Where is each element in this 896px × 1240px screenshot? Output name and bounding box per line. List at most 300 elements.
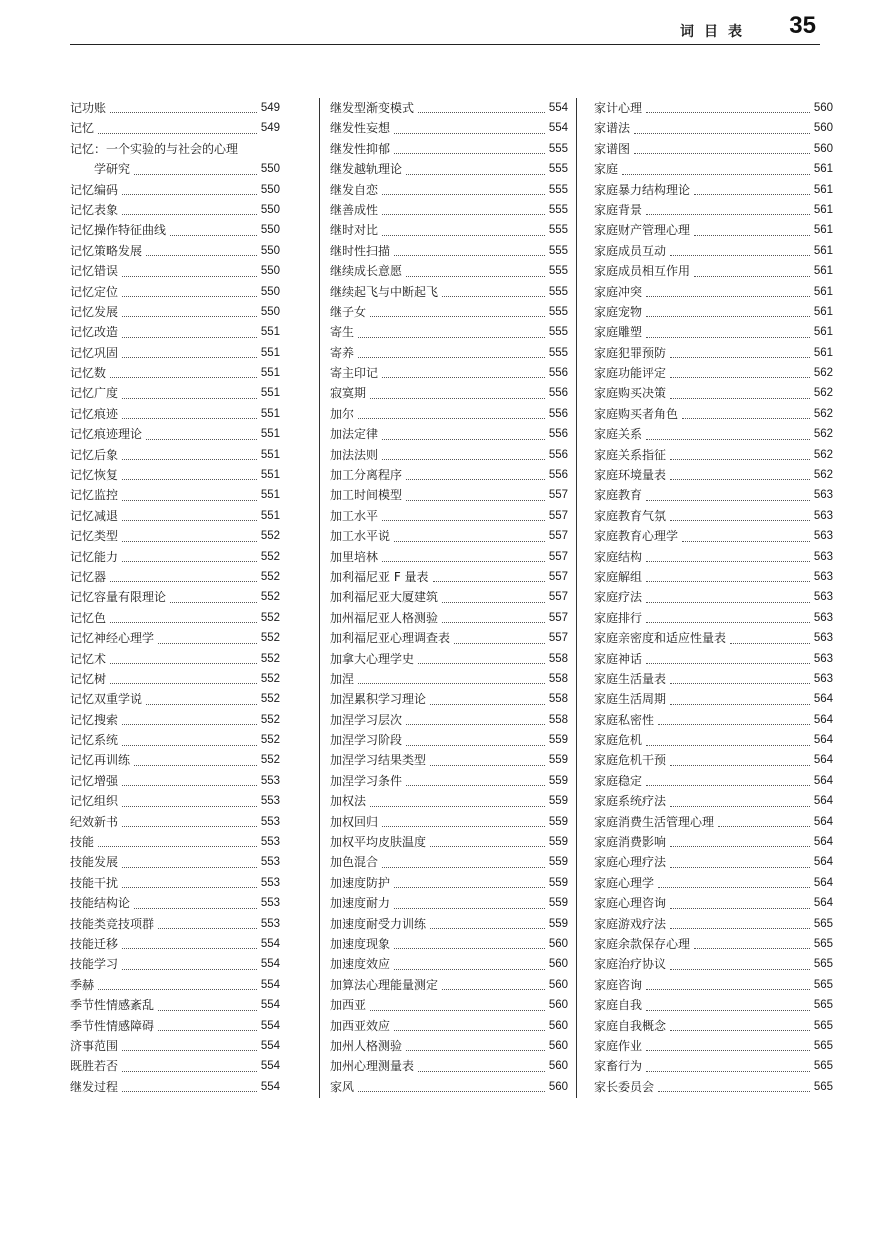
entry-term: 家庭神话	[594, 651, 643, 666]
entry-term: 济事范围	[70, 1038, 119, 1053]
index-entry	[70, 302, 280, 322]
leader-dots	[634, 152, 810, 154]
leader-dots	[646, 213, 810, 215]
index-entry	[330, 608, 568, 628]
entry-term: 家庭教育心理学	[594, 529, 679, 544]
entry-page-number: 552	[260, 754, 280, 767]
entry-term: 家庭犯罪预防	[594, 345, 667, 360]
index-entry	[330, 445, 568, 465]
leader-dots	[134, 907, 257, 909]
leader-dots	[670, 805, 810, 807]
index-entry	[70, 363, 280, 383]
entry-term: 家庭解组	[594, 569, 643, 584]
index-column-3	[594, 98, 833, 1097]
entry-term: 技能迁移	[70, 937, 119, 951]
entry-term: 家庭结构	[594, 549, 643, 564]
index-entry	[70, 343, 280, 363]
index-entry	[70, 404, 280, 424]
leader-dots	[406, 275, 545, 277]
entry-page-number: 555	[548, 203, 568, 216]
leader-dots	[694, 193, 810, 195]
entry-page-number: 557	[548, 632, 568, 645]
entry-page-number: 563	[813, 489, 833, 502]
index-entry	[70, 649, 280, 669]
leader-dots	[646, 499, 810, 501]
entry-page-number: 565	[813, 958, 833, 971]
entry-term: 记忆错误	[70, 264, 119, 279]
leader-dots	[670, 968, 810, 970]
leader-dots	[158, 642, 257, 644]
column-divider	[576, 98, 577, 1098]
column-divider	[319, 98, 320, 1098]
entry-page-number: 560	[813, 122, 833, 135]
entry-page-number: 556	[548, 387, 568, 400]
entry-page-number: 559	[548, 836, 568, 849]
leader-dots	[442, 601, 545, 603]
index-entry	[330, 526, 568, 546]
index-entry	[70, 628, 280, 648]
index-entry	[330, 1016, 568, 1036]
leader-dots	[122, 213, 257, 215]
entry-term: 记忆后象	[70, 447, 119, 462]
index-entry	[594, 139, 833, 159]
leader-dots	[122, 784, 257, 786]
leader-dots	[134, 764, 257, 766]
entry-page-number: 560	[548, 999, 568, 1012]
entry-term: 继善成性	[330, 202, 379, 217]
entry-term: 家庭教育气氛	[594, 508, 667, 523]
entry-page-number: 550	[260, 224, 280, 237]
entry-term: 家畜行为	[594, 1059, 643, 1074]
entry-page-number: 563	[813, 509, 833, 522]
leader-dots	[430, 764, 545, 766]
leader-dots	[146, 254, 257, 256]
leader-dots	[406, 784, 545, 786]
index-entry	[594, 1036, 833, 1056]
leader-dots	[430, 845, 545, 847]
entry-term: 记忆搜索	[70, 712, 119, 727]
entry-page-number: 550	[260, 163, 280, 176]
index-entry	[330, 628, 568, 648]
entry-page-number: 561	[813, 244, 833, 257]
index-entry	[330, 322, 568, 342]
index-entry	[594, 710, 833, 730]
index-entry	[594, 282, 833, 302]
leader-dots	[158, 1029, 257, 1031]
index-entry	[594, 506, 833, 526]
index-entry	[594, 180, 833, 200]
entry-page-number: 558	[548, 713, 568, 726]
entry-page-number: 550	[260, 305, 280, 318]
leader-dots	[122, 1070, 257, 1072]
leader-dots	[358, 682, 545, 684]
entry-term: 家庭排行	[594, 610, 643, 625]
index-entry	[70, 506, 280, 526]
entry-page-number: 557	[548, 530, 568, 543]
entry-page-number: 565	[813, 999, 833, 1012]
entry-page-number: 561	[813, 183, 833, 196]
index-entry	[330, 873, 568, 893]
entry-term: 家庭疗法	[594, 590, 643, 605]
entry-page-number: 562	[813, 428, 833, 441]
entry-term: 家庭功能评定	[594, 366, 667, 381]
leader-dots	[646, 621, 810, 623]
entry-page-number: 556	[548, 448, 568, 461]
entry-term: 家庭自我	[594, 998, 643, 1013]
entry-page-number: 554	[260, 1039, 280, 1052]
leader-dots	[110, 580, 257, 582]
leader-dots	[670, 478, 810, 480]
index-entry	[594, 567, 833, 587]
leader-dots	[382, 213, 545, 215]
entry-page-number: 565	[813, 938, 833, 950]
leader-dots	[122, 744, 257, 746]
entry-page-number: 551	[260, 367, 280, 380]
entry-page-number: 551	[260, 387, 280, 400]
leader-dots	[122, 968, 257, 970]
leader-dots	[418, 1070, 545, 1072]
page-header	[70, 8, 820, 45]
entry-page-number: 559	[548, 754, 568, 767]
entry-page-number: 550	[260, 183, 280, 196]
leader-dots	[646, 1049, 810, 1051]
entry-page-number: 553	[260, 897, 280, 910]
index-entry	[594, 730, 833, 750]
index-entry	[330, 954, 568, 974]
index-entry	[594, 445, 833, 465]
leader-dots	[694, 947, 810, 949]
entry-page-number: 563	[813, 672, 833, 685]
index-entry	[594, 1016, 833, 1036]
leader-dots	[110, 376, 257, 378]
leader-dots	[122, 397, 257, 399]
index-entry	[330, 180, 568, 200]
entry-page-number: 554	[260, 958, 280, 971]
index-entry	[330, 241, 568, 261]
leader-dots	[394, 132, 545, 134]
entry-page-number: 555	[548, 244, 568, 257]
entry-term: 季赫	[70, 977, 95, 992]
entry-page-number: 559	[548, 774, 568, 787]
entry-page-number: 555	[548, 305, 568, 318]
index-entry	[330, 424, 568, 444]
entry-page-number: 550	[260, 203, 280, 216]
index-entry	[594, 914, 833, 934]
index-entry	[594, 200, 833, 220]
index-entry	[594, 159, 833, 179]
index-entry	[594, 934, 833, 954]
leader-dots	[646, 438, 810, 440]
entry-term: 纪效新书	[70, 814, 119, 829]
entry-page-number: 564	[813, 754, 833, 767]
index-entry	[594, 220, 833, 240]
entry-term: 记功账	[70, 100, 107, 115]
entry-term: 记忆数	[70, 366, 107, 381]
leader-dots	[658, 1090, 810, 1092]
entry-page-number: 564	[813, 897, 833, 910]
index-entry	[594, 322, 833, 342]
entry-term: 寄生	[330, 325, 355, 340]
leader-dots	[370, 805, 545, 807]
entry-page-number: 555	[548, 163, 568, 176]
entry-term: 寂寞期	[330, 386, 367, 401]
entry-term: 加速度现象	[330, 937, 391, 951]
entry-page-number: 561	[813, 346, 833, 359]
entry-term: 家庭心理咨询	[594, 896, 667, 911]
entry-page-number: 561	[813, 265, 833, 278]
entry-term: 家庭财产管理心理	[594, 223, 691, 238]
entry-term: 家庭系统疗法	[594, 794, 667, 809]
index-entry	[330, 689, 568, 709]
entry-term: 记忆增强	[70, 773, 119, 788]
running-title: 词目表	[680, 24, 752, 40]
entry-term: 加工时间模型	[330, 488, 403, 503]
entry-term: 家庭暴力结构理论	[594, 182, 691, 197]
entry-term: 技能学习	[70, 957, 119, 972]
index-entry	[330, 791, 568, 811]
entry-page-number: 551	[260, 326, 280, 339]
entry-term: 加工分离程序	[330, 468, 403, 483]
entry-page-number: 564	[813, 713, 833, 726]
index-entry	[594, 465, 833, 485]
entry-term: 家庭稳定	[594, 773, 643, 788]
entry-page-number: 555	[548, 142, 568, 155]
index-entry	[594, 751, 833, 771]
index-entry	[330, 118, 568, 138]
leader-dots	[394, 254, 545, 256]
entry-term: 家庭生活周期	[594, 692, 667, 707]
entry-term: 家庭亲密度和适应性量表	[594, 631, 727, 646]
entry-term: 记忆神经心理学	[70, 631, 155, 646]
index-column-2	[330, 98, 568, 1097]
entry-page-number: 550	[260, 285, 280, 298]
entry-term: 加权法	[330, 794, 367, 809]
index-entry	[594, 954, 833, 974]
leader-dots	[646, 988, 810, 990]
entry-page-number: 557	[548, 509, 568, 522]
entry-page-number: 563	[813, 570, 833, 583]
entry-term: 家庭治疗协议	[594, 957, 667, 972]
leader-dots	[382, 825, 545, 827]
entry-page-number: 552	[260, 672, 280, 685]
leader-dots	[98, 988, 257, 990]
entry-term: 加速度耐力	[330, 896, 391, 911]
entry-page-number: 551	[260, 407, 280, 420]
entry-page-number: 556	[548, 367, 568, 380]
entry-page-number: 564	[813, 693, 833, 706]
entry-term: 继发自恋	[330, 182, 379, 197]
entry-term: 家庭宠物	[594, 304, 643, 319]
leader-dots	[406, 478, 545, 480]
leader-dots	[122, 560, 257, 562]
entry-term: 记忆恢复	[70, 468, 119, 483]
entry-term: 家庭教育	[594, 488, 643, 503]
leader-dots	[454, 642, 545, 644]
leader-dots	[646, 336, 810, 338]
entry-page-number: 554	[260, 938, 280, 950]
index-entry	[330, 159, 568, 179]
index-entry	[594, 363, 833, 383]
entry-term: 记忆策略发展	[70, 243, 143, 258]
entry-term: 加里培林	[330, 549, 379, 564]
entry-page-number: 557	[548, 611, 568, 624]
index-entry	[70, 445, 280, 465]
entry-term: 加涅学习结果类型	[330, 753, 427, 768]
leader-dots	[358, 356, 545, 358]
entry-term: 继子女	[330, 304, 367, 319]
entry-page-number: 553	[260, 815, 280, 828]
leader-dots	[358, 1090, 545, 1092]
index-entry	[594, 383, 833, 403]
entry-page-number: 565	[813, 917, 833, 930]
entry-page-number: 552	[260, 591, 280, 604]
leader-dots	[658, 723, 810, 725]
entry-term: 加州人格测验	[330, 1038, 403, 1053]
index-entry	[70, 730, 280, 750]
index-entry	[70, 1036, 280, 1056]
index-entry	[330, 567, 568, 587]
entry-page-number: 561	[813, 163, 833, 176]
entry-page-number: 557	[548, 550, 568, 563]
leader-dots	[382, 458, 545, 460]
leader-dots	[670, 356, 810, 358]
index-entry	[70, 934, 280, 954]
leader-dots	[382, 519, 545, 521]
index-entry	[330, 302, 568, 322]
entry-page-number: 555	[548, 265, 568, 278]
index-entry	[594, 791, 833, 811]
entry-page-number: 565	[813, 1060, 833, 1073]
entry-term: 加权平均皮肤温度	[330, 835, 427, 850]
entry-term: 家庭消费生活管理心理	[594, 814, 715, 829]
entry-term: 记忆监控	[70, 488, 119, 503]
leader-dots	[98, 132, 257, 134]
entry-term: 家庭关系指征	[594, 447, 667, 462]
leader-dots	[122, 275, 257, 277]
leader-dots	[382, 560, 545, 562]
entry-term: 学研究	[94, 162, 131, 177]
entry-page-number: 549	[260, 101, 280, 114]
leader-dots	[670, 907, 810, 909]
index-entry	[330, 1056, 568, 1076]
index-entry	[330, 812, 568, 832]
leader-dots	[646, 784, 810, 786]
entry-page-number: 558	[548, 693, 568, 706]
entry-page-number: 561	[813, 326, 833, 339]
entry-page-number: 565	[813, 1019, 833, 1032]
leader-dots	[146, 703, 257, 705]
entry-page-number: 559	[548, 815, 568, 828]
entry-term: 加工水平	[330, 508, 379, 523]
index-entry	[70, 914, 280, 934]
entry-term: 加涅学习阶段	[330, 733, 403, 748]
entry-term: 加州心理测量表	[330, 1059, 415, 1074]
leader-dots	[370, 315, 545, 317]
entry-term: 家庭作业	[594, 1038, 643, 1053]
index-entry	[70, 975, 280, 995]
entry-term: 记忆广度	[70, 386, 119, 401]
index-entry	[330, 1036, 568, 1056]
entry-term: 记忆能力	[70, 549, 119, 564]
entry-term: 加州福尼亚人格测验	[330, 610, 439, 625]
index-entry	[330, 404, 568, 424]
entry-term: 家庭成员互动	[594, 243, 667, 258]
index-entry	[70, 180, 280, 200]
leader-dots	[122, 193, 257, 195]
entry-page-number: 557	[548, 591, 568, 604]
index-entry	[330, 343, 568, 363]
index-entry	[70, 1016, 280, 1036]
entry-term: 记忆编码	[70, 182, 119, 197]
entry-term: 加法定律	[330, 427, 379, 442]
index-entry	[70, 567, 280, 587]
entry-term: 加算法心理能量测定	[330, 977, 439, 992]
entry-page-number: 564	[813, 795, 833, 808]
index-entry	[330, 751, 568, 771]
entry-term: 加西亚效应	[330, 1018, 391, 1033]
index-entry	[330, 220, 568, 240]
entry-term: 加涅累积学习理论	[330, 692, 427, 707]
entry-term: 继发性抑郁	[330, 141, 391, 156]
index-entry	[330, 383, 568, 403]
entry-page-number: 549	[260, 122, 280, 135]
index-entry	[594, 812, 833, 832]
entry-term: 记忆组织	[70, 794, 119, 809]
index-entry	[70, 465, 280, 485]
index-entry	[594, 995, 833, 1015]
entry-page-number: 553	[260, 856, 280, 869]
entry-page-number: 563	[813, 530, 833, 543]
entry-term: 家庭自我概念	[594, 1018, 667, 1033]
entry-page-number: 562	[813, 469, 833, 482]
index-entry	[70, 812, 280, 832]
entry-page-number: 550	[260, 265, 280, 278]
entry-term: 寄主印记	[330, 366, 379, 381]
entry-page-number: 551	[260, 448, 280, 461]
entry-page-number: 560	[548, 1060, 568, 1073]
entry-term: 家庭心理疗法	[594, 855, 667, 870]
index-entry	[330, 506, 568, 526]
entry-page-number: 561	[813, 224, 833, 237]
leader-dots	[646, 295, 810, 297]
index-entry	[70, 526, 280, 546]
index-entry	[70, 159, 280, 179]
entry-page-number: 553	[260, 774, 280, 787]
leader-dots	[694, 234, 810, 236]
leader-dots	[122, 356, 257, 358]
entry-page-number: 560	[813, 142, 833, 155]
entry-page-number: 554	[260, 978, 280, 991]
index-entry	[330, 261, 568, 281]
leader-dots	[394, 152, 545, 154]
entry-term: 加速度耐受力训练	[330, 916, 427, 931]
entry-term: 加拿大心理学史	[330, 651, 415, 666]
index-entry	[594, 485, 833, 505]
entry-page-number: 552	[260, 632, 280, 645]
index-entry	[70, 547, 280, 567]
index-entry	[70, 98, 280, 118]
leader-dots	[406, 499, 545, 501]
entry-term: 家庭冲突	[594, 284, 643, 299]
entry-term: 记忆器	[70, 569, 107, 584]
leader-dots	[382, 234, 545, 236]
entry-term: 加尔	[330, 406, 355, 421]
entry-page-number: 559	[548, 734, 568, 747]
leader-dots	[122, 315, 257, 317]
entry-term: 记忆操作特征曲线	[70, 223, 167, 238]
leader-dots	[670, 845, 810, 847]
entry-term: 家庭	[594, 162, 619, 177]
